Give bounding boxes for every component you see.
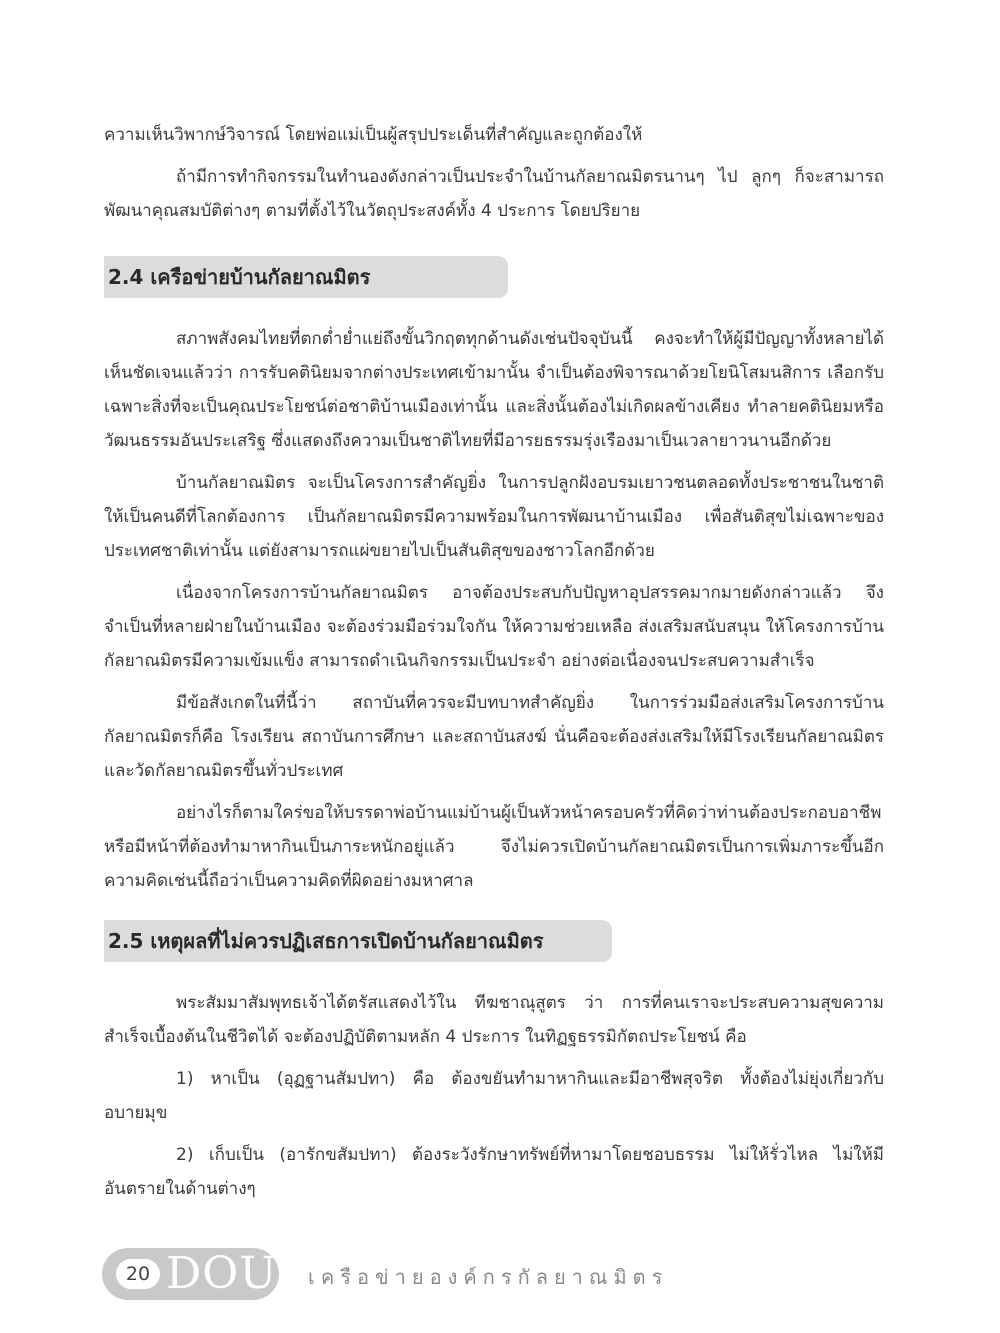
list-item: 2) เก็บเป็น (อารักขสัมปทา) ต้องระวังรักษาทรัพย์ที่หามาโดยชอบธรรม ไม่ให้รั่วไหล ไม่ให้มีอันตรายในด้านต่างๆ [104, 1145, 884, 1199]
footer-title: เครือข่ายองค์กรกัลยาณมิตร [308, 1265, 669, 1289]
footer-badge [102, 1248, 279, 1300]
paragraph: บ้านกัลยาณมิตร จะเป็นโครงการสำคัญยิ่ง ในการปลูกฝังอบรมเยาวชนตลอดทั้งประชาชนในชาติให้เป็นคนดีที่โลกต้องการ เป็นกัลยาณมิตรมีความพร้อมในการพัฒนาบ้านเมือง เพื่อสันติสุขไม่เฉพาะของประเทศชาติเท่านั้น แต่ยังสามารถแผ่ขยายไปเป็นสันติสุขของชาวโลกอีกด้วย [104, 473, 884, 561]
paragraph: มีข้อสังเกตในที่นี้ว่า สถาบันที่ควรจะมีบทบาทสำคัญยิ่ง ในการร่วมมือส่งเสริมโครงการบ้านกัลยาณมิตรก็คือ โรงเรียน สถาบันการศึกษา และสถาบันสงฆ์ นั่นคือจะต้องส่งเสริมให้มีโรงเรียนกัลยาณมิตรและวัดกัลยาณมิตรขึ้นทั่วประเทศ [104, 693, 884, 781]
section-heading-2-4: 2.4 เครือข่ายบ้านกัลยาณมิตร [104, 256, 508, 298]
list-item: 1) หาเป็น (อุฏฐานสัมปทา) คือ ต้องขยันทำมาหากินและมีอาชีพสุจริต ทั้งต้องไม่ยุ่งเกี่ยวกับอบายมุข [104, 1069, 884, 1123]
paragraph: เนื่องจากโครงการบ้านกัลยาณมิตร อาจต้องประสบกับปัญหาอุปสรรคมากมายดังกล่าวแล้ว จึงจำเป็นที่หลายฝ่ายในบ้านเมือง จะต้องร่วมมือร่วมใจกัน ให้ความช่วยเหลือ ส่งเสริมสนับสนุน ให้โครงการบ้านกัลยาณมิตรมีความเข้มแข็ง สามารถดำเนินกิจกรรมเป็นประจำ อย่างต่อเนื่องจนประสบความสำเร็จ [104, 583, 884, 671]
dou-logo: DOU [166, 1248, 278, 1299]
paragraph: สภาพสังคมไทยที่ตกต่ำย่ำแย่ถึงขั้นวิกฤตทุกด้านดังเช่นปัจจุบันนี้ คงจะทำให้ผู้มีปัญญาทั้งหลายได้เห็นชัดเจนแล้วว่า การรับคตินิยมจากต่างประเทศเข้ามานั้น จำเป็นต้องพิจารณาด้วยโยนิโสมนสิการ เลือกรับเฉพาะสิ่งที่จะเป็นคุณประโยชน์ต่อชาติบ้านเมืองเท่านั้น และสิ่งนั้นต้องไม่เกิดผลข้างเคียง ทำลายคตินิยมหรือวัฒนธรรมอันประเสริฐ ซึ่งแสดงถึงความเป็นชาติไทยที่มีอารยธรรมรุ่งเรืองมาเป็นเวลายาวนานอีกด้วย [104, 329, 884, 451]
page-body [104, 118, 884, 1206]
paragraph: ถ้ามีการทำกิจกรรมในทำนองดังกล่าวเป็นประจำในบ้านกัลยาณมิตรนานๆ ไป ลูกๆ ก็จะสามารถพัฒนาคุณสมบัติต่างๆ ตามที่ตั้งไว้ในวัตถุประสงค์ทั้ง 4 ประการ โดยปริยาย [104, 167, 884, 221]
paragraph: ความเห็นวิพากษ์วิจารณ์ โดยพ่อแม่เป็นผู้สรุปประเด็นที่สำคัญและถูกต้องให้ [104, 125, 643, 145]
paragraph: พระสัมมาสัมพุทธเจ้าได้ตรัสแสดงไว้ใน ทีฆชาณุสูตร ว่า การที่คนเราจะประสบความสุขความสำเร็จเบื้องต้นในชีวิตได้ จะต้องปฏิบัติตามหลัก 4 ประการ ในทิฏฐธรรมิกัตถประโยชน์ คือ [104, 993, 884, 1047]
page-number: 20 [116, 1259, 160, 1289]
paragraph: อย่างไรก็ตามใคร่ขอให้บรรดาพ่อบ้านแม่บ้านผู้เป็นหัวหน้าครอบครัวที่คิดว่าท่านต้องประกอบอาชีพหรือมีหน้าที่ต้องทำมาหากินเป็นภาระหนักอยู่แล้ว จึงไม่ควรเปิดบ้านกัลยาณมิตรเป็นการเพิ่มภาระขึ้นอีก ความคิดเช่นนี้ถือว่าเป็นความคิดที่ผิดอย่างมหาศาล [104, 803, 884, 891]
section-heading-2-5: 2.5 เหตุผลที่ไม่ควรปฏิเสธการเปิดบ้านกัลยาณมิตร [104, 920, 612, 962]
